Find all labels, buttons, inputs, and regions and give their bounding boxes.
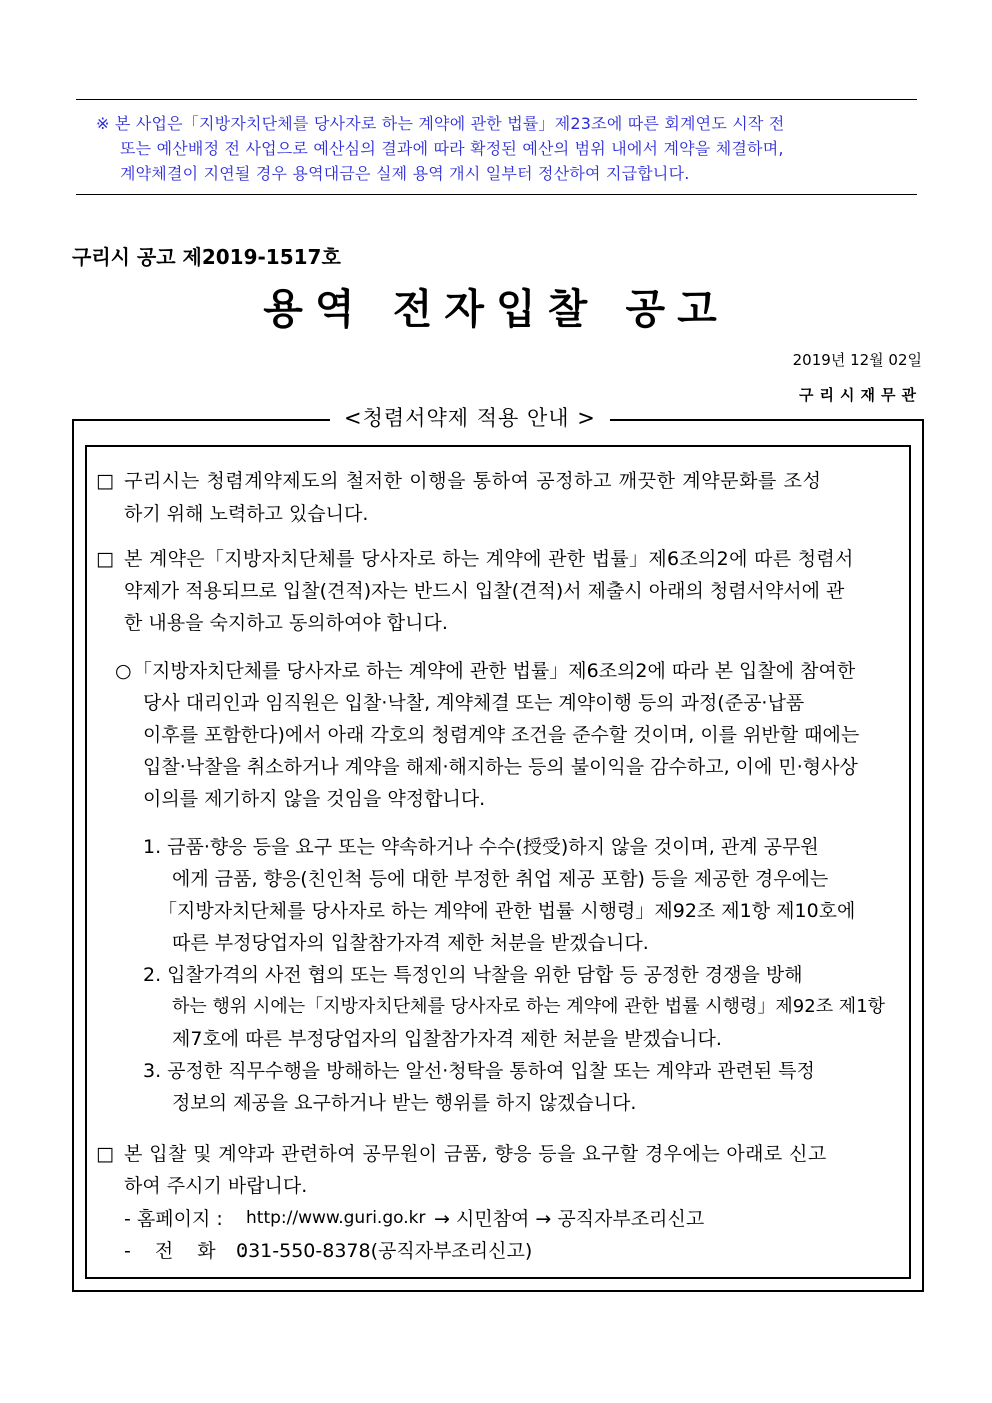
budget-notice <box>76 99 917 195</box>
budget-notice-line-1: ※ 본 사업은「지방자치단체를 당사자로 하는 계약에 관한 법률」제23조에 따른 회계연도 시작 전 <box>96 114 785 133</box>
pledge-line-5: 이의를 제기하지 않을 것임을 약정합니다. <box>143 788 486 810</box>
pledge-line-4: 입찰·낙찰을 취소하거나 계약을 해제·해지하는 등의 불이익을 감수하고, 이에 민·형사상 <box>143 756 858 778</box>
page-title: 용역 전자입찰 공고 <box>263 285 729 333</box>
integrity-pledge-heading: <청렴서약제 적용 안내 > <box>330 402 610 432</box>
homepage-path: → 시민참여 → 공직자부조리신고 <box>434 1208 705 1230</box>
checkbox-bullet-icon: □ <box>96 548 114 570</box>
homepage-link[interactable]: http://www.guri.go.kr <box>246 1208 426 1228</box>
para2-line-1: 본 계약은「지방자치단체를 당사자로 하는 계약에 관한 법률」제6조의2에 따른 청렴서 <box>124 548 854 570</box>
announcement-number: 구리시 공고 제2019-1517호 <box>72 245 341 269</box>
pledge-item-1-line-3: 「지방자치단체를 당사자로 하는 계약에 관한 법률 시행령」제92조 제1항 제10호에 <box>158 900 856 922</box>
pledge-item-3-line-1: 3. 공정한 직무수행을 방해하는 알선·청탁을 통하여 입찰 또는 계약과 관련된 특정 <box>143 1060 815 1082</box>
checkbox-bullet-icon: □ <box>96 1143 114 1165</box>
para1-line-1: 구리시는 청렴계약제도의 철저한 이행을 통하여 공정하고 깨끗한 계약문화를 조성 <box>124 470 822 492</box>
para1-line-2: 하기 위해 노력하고 있습니다. <box>124 503 369 525</box>
para2-line-2: 약제가 적용되므로 입찰(견적)자는 반드시 입찰(견적)서 제출시 아래의 청렴서약서에 관 <box>124 580 845 602</box>
pledge-item-1-line-4: 따른 부정당업자의 입찰참가자격 제한 처분을 받겠습니다. <box>172 932 649 954</box>
pledge-item-2-line-3: 제7호에 따른 부정당업자의 입찰참가자격 제한 처분을 받겠습니다. <box>172 1028 722 1050</box>
checkbox-bullet-icon: □ <box>96 470 114 492</box>
pledge-item-1-line-1: 1. 금품·향응 등을 요구 또는 약속하거나 수수(授受)하지 않을 것이며, 관계 공무원 <box>143 836 819 858</box>
para3-line-2: 하여 주시기 바랍니다. <box>124 1175 308 1197</box>
para2-line-3: 한 내용을 숙지하고 동의하여야 합니다. <box>124 612 448 634</box>
phone-label: - 전 화 : <box>124 1240 247 1262</box>
announcement-date: 2019년 12월 02일 <box>792 351 922 369</box>
pledge-item-3-line-2: 정보의 제공을 요구하거나 받는 행위를 하지 않겠습니다. <box>172 1092 637 1114</box>
pledge-item-2-line-2: 하는 행위 시에는「지방자치단체를 당사자로 하는 계약에 관한 법률 시행령」제92조 제1항 <box>172 996 886 1017</box>
budget-notice-line-2: 또는 예산배정 전 사업으로 예산심의 결과에 따라 확정된 예산의 범위 내에서 계약을 체결하며, <box>120 139 784 158</box>
pledge-line-1: 「지방자치단체를 당사자로 하는 계약에 관한 법률」제6조의2에 따라 본 입찰에 참여한 <box>133 660 856 682</box>
budget-notice-line-3: 계약체결이 지연될 경우 용역대금은 실제 용역 개시 일부터 정산하여 지급합니다. <box>120 164 690 183</box>
para3-line-1: 본 입찰 및 계약과 관련하여 공무원이 금품, 향응 등을 요구할 경우에는 아래로 신고 <box>124 1143 827 1165</box>
homepage-label: - 홈페이지 : <box>124 1208 223 1230</box>
phone-number: 031-550-8378(공직자부조리신고) <box>236 1240 533 1262</box>
pledge-item-1-line-2: 에게 금품, 향응(친인척 등에 대한 부정한 취업 제공 포함) 등을 제공한 경우에는 <box>172 868 829 890</box>
pledge-line-3: 이후를 포함한다)에서 아래 각호의 청렴계약 조건을 준수할 것이며, 이를 위반할 때에는 <box>143 724 860 746</box>
circle-bullet-icon: ○ <box>115 660 132 682</box>
issuer: 구리시재무관 <box>799 386 922 404</box>
pledge-line-2: 당사 대리인과 임직원은 입찰·낙찰, 계약체결 또는 계약이행 등의 과정(준공·납품 <box>143 692 805 714</box>
pledge-item-2-line-1: 2. 입찰가격의 사전 협의 또는 특정인의 낙찰을 위한 담합 등 공정한 경쟁을 방해 <box>143 964 803 986</box>
